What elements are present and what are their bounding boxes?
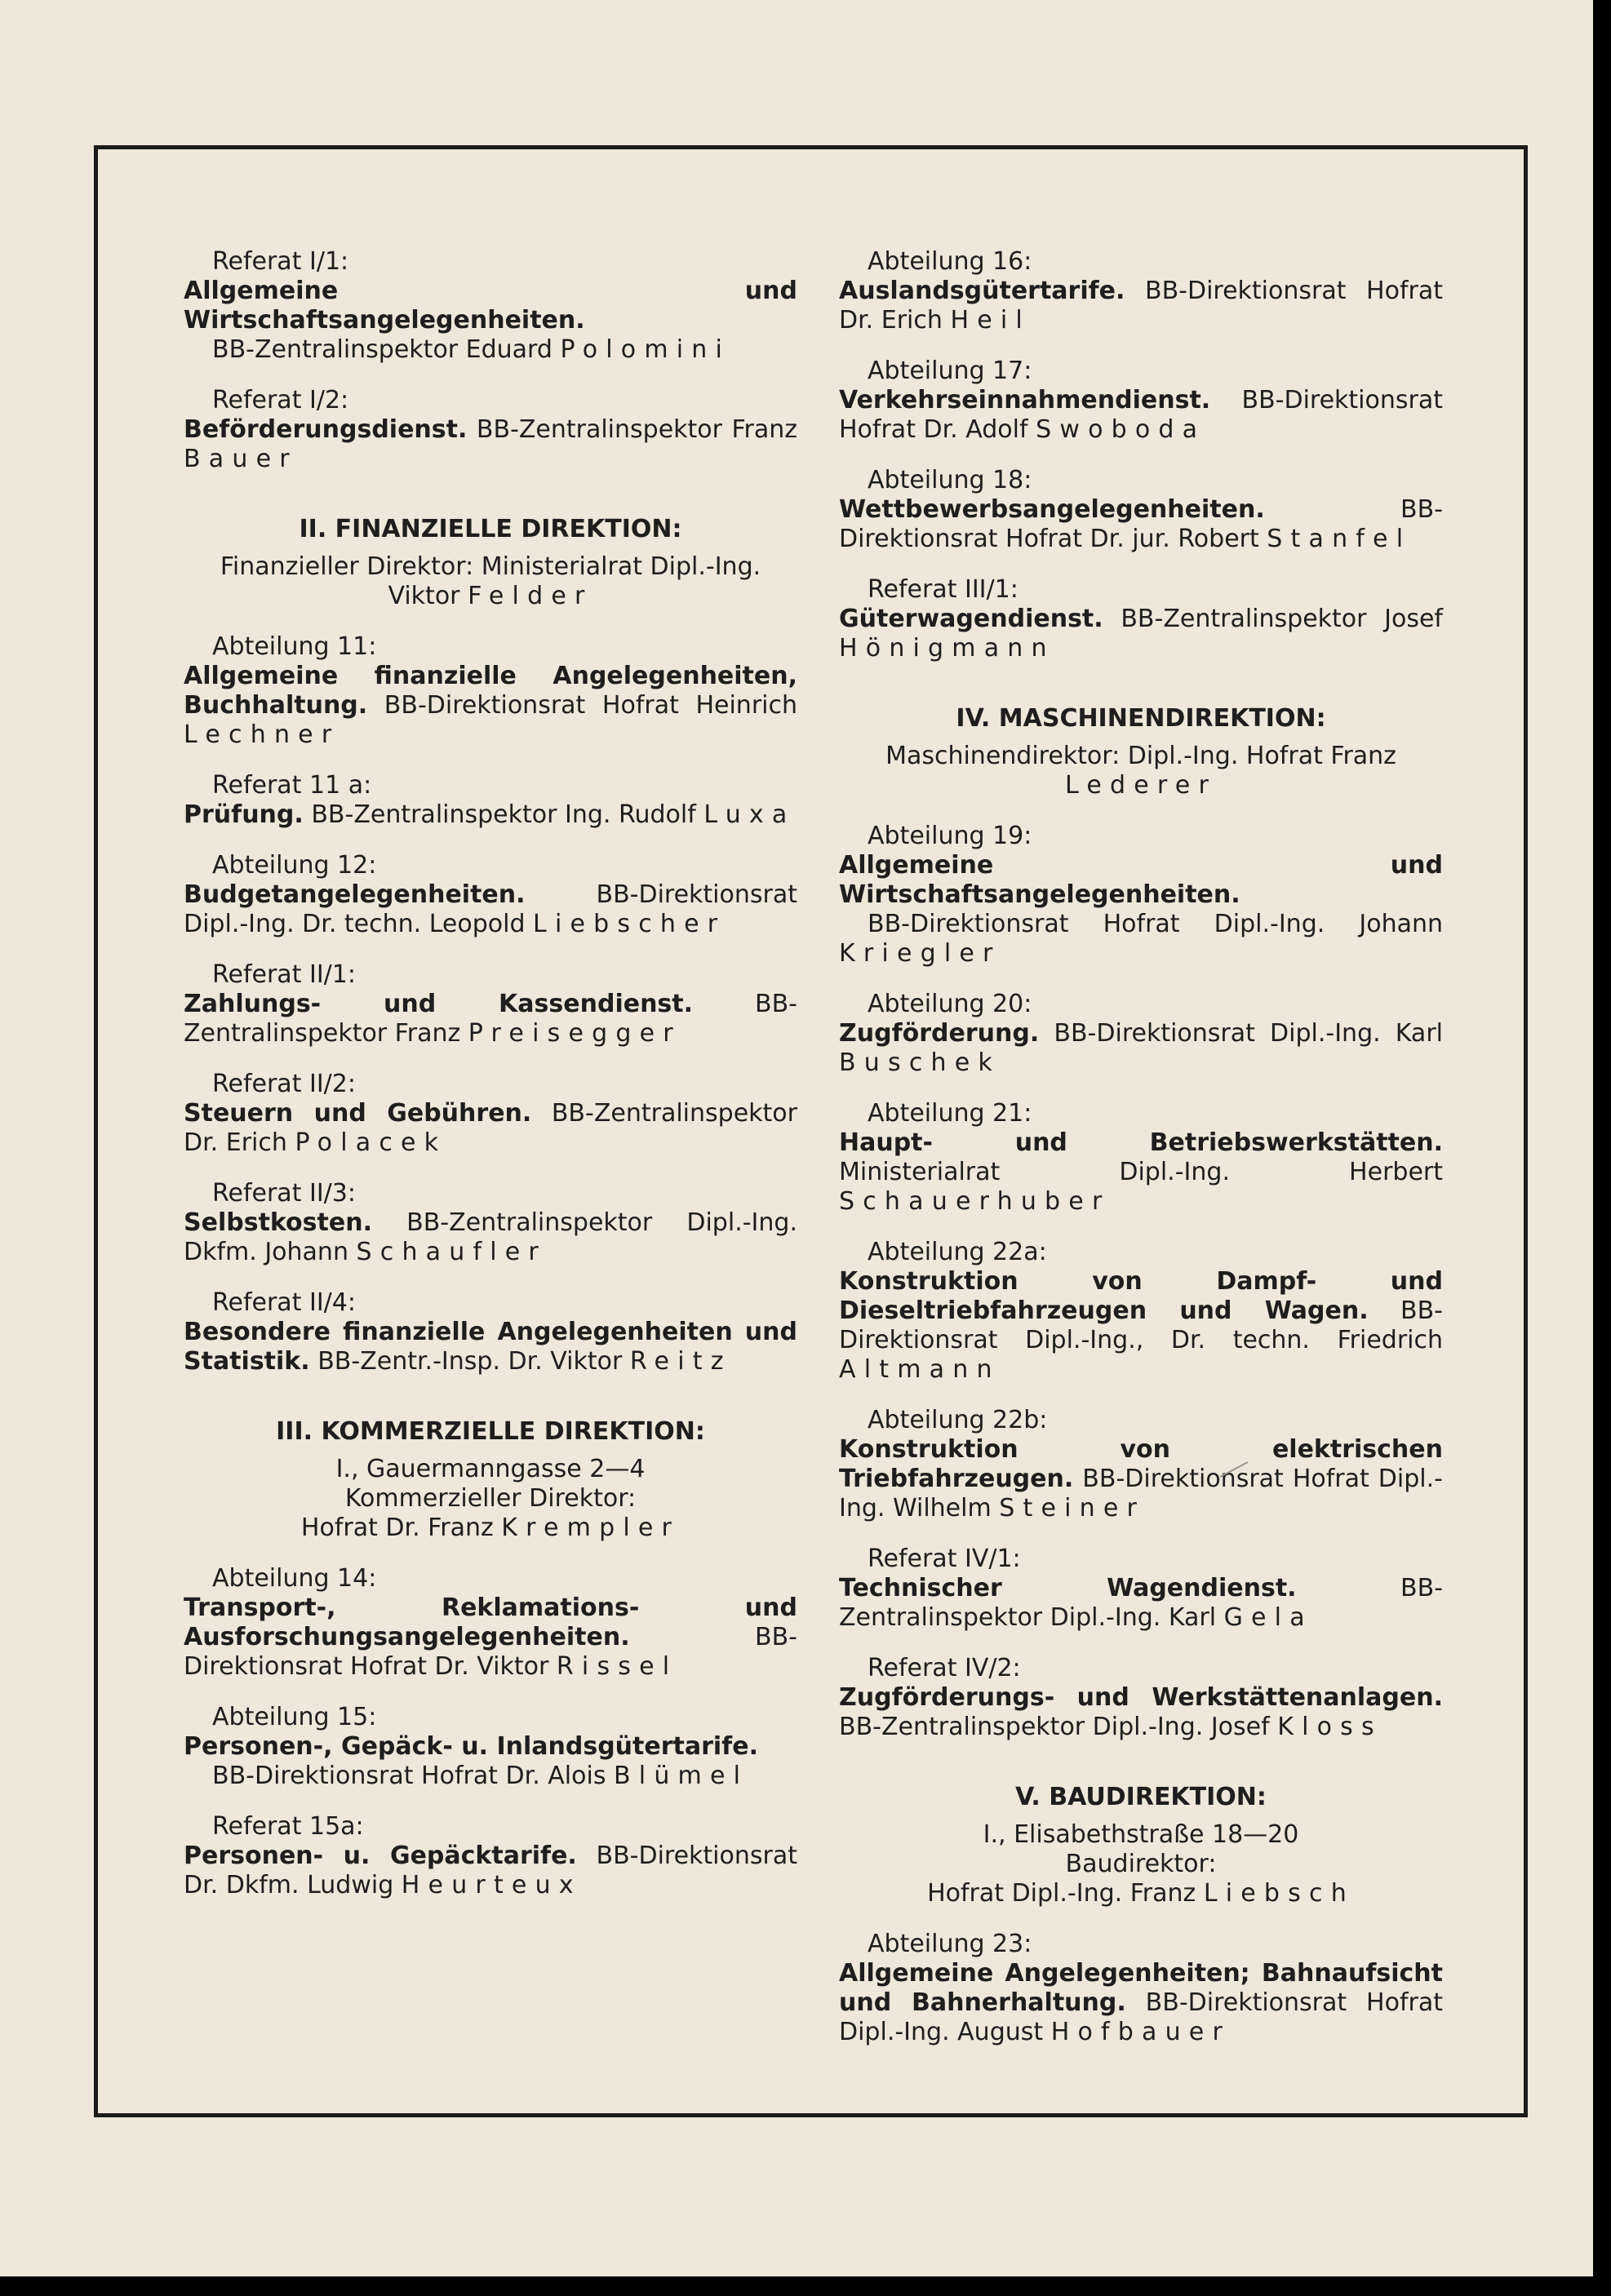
section-director: [839, 742, 1443, 800]
entry-rest: BB-Direktionsrat Dipl.-Ing., Dr. techn. Friedrich: [839, 1296, 1443, 1354]
entry-text: [184, 1842, 797, 1900]
entry-title: Allgemeine Angelegenheiten; Bahnaufsicht und Bahnerhaltung.: [839, 1959, 1443, 2017]
entry-title: Verkehrseinnahmendienst.: [839, 386, 1211, 414]
entry-rest: BB-Direktionsrat Hofrat Heinrich: [384, 691, 797, 720]
entry-rest: BB-Direktionsrat Dr. Dkfm. Ludwig: [184, 1842, 797, 1899]
entry-title: Steuern und Gebühren.: [184, 1099, 532, 1128]
person-name: Krempler: [501, 1514, 681, 1542]
entry-rest: BB-Direktionsrat Hofrat Dipl.-Ing. Johann: [868, 910, 1443, 938]
section-title: III. KOMMERZIELLE DIREKTION:: [276, 1417, 705, 1446]
entry-title: Konstruktion von elektrischen Triebfahrzeugen.: [839, 1435, 1443, 1493]
person-name: Luxa: [703, 800, 796, 829]
entry-text: [184, 880, 797, 939]
person-name: Gela: [1223, 1603, 1313, 1632]
entry-title: Besondere finanzielle Angelegenheiten und Statistik.: [184, 1318, 797, 1376]
director-text: Hofrat Dipl.-Ing. Franz: [927, 1879, 1196, 1908]
entry-rest: BB-Direktionsrat Hofrat Dipl.-Ing. August: [839, 1988, 1443, 2046]
director-text: Hofrat Dr. Franz: [300, 1514, 494, 1542]
entry-rest: BB-Zentralinspektor Dipl.-Ing. Karl: [839, 1574, 1443, 1632]
entry-text: [839, 1019, 1443, 1078]
entry-title: Budgetangelegenheiten.: [184, 880, 526, 909]
entry-rest: BB-Zentralinspektor Dipl.-Ing. Dkfm. Johann: [184, 1208, 797, 1266]
section-director: [184, 1514, 797, 1543]
entry-text: [184, 1208, 797, 1267]
entry-title: Zugförderung.: [839, 1019, 1040, 1048]
person-name: Lederer: [1064, 771, 1217, 800]
entry-title: Personen-, Gepäck- u. Inlandsgütertarife.: [184, 1732, 758, 1761]
entry-heading: Abteilung 16:: [868, 247, 1032, 276]
entry-title: Personen- u. Gepäcktarife.: [184, 1842, 577, 1870]
entry-heading: Referat 11 a:: [212, 771, 372, 800]
entry-text: [839, 1435, 1443, 1523]
person-name: Swoboda: [1036, 415, 1206, 444]
entry-heading: Referat II/1:: [212, 960, 356, 989]
entry-heading: Abteilung 22a:: [868, 1238, 1047, 1266]
entry-text: [184, 662, 797, 750]
entry-rest: BB-Direktionsrat Hofrat Dr. jur. Robert: [839, 495, 1443, 553]
person-name: Liebscher: [533, 910, 726, 938]
entry-title: Allgemeine und Wirtschaftsangelegenheiten.: [839, 851, 1443, 909]
entry-heading: Abteilung 17:: [868, 357, 1032, 385]
section-director-label: Baudirektor:: [1065, 1850, 1217, 1878]
person-name: Schaufler: [356, 1238, 547, 1266]
entry-title: Prüfung.: [184, 800, 304, 829]
entry-text: [184, 800, 797, 830]
person-name: Buschek: [839, 1048, 1001, 1077]
person-name: Felder: [468, 582, 593, 610]
person-name: Polacek: [295, 1128, 447, 1157]
person-name: Kriegler: [839, 939, 1001, 968]
person-name: Altmann: [839, 1355, 1001, 1384]
entry-heading: Abteilung 12:: [212, 851, 377, 880]
section-title: V. BAUDIREKTION:: [1015, 1783, 1267, 1811]
entry-text: [839, 277, 1443, 335]
entry-heading: Abteilung 21:: [868, 1099, 1032, 1128]
entry-rest: Ministerialrat Dipl.-Ing. Herbert: [839, 1158, 1443, 1186]
entry-title: Transport-, Reklamations- und Ausforschungsangelegenheiten.: [184, 1593, 797, 1651]
entry-text: [184, 277, 797, 365]
entry-rest: BB-Zentralinspektor Eduard: [212, 335, 553, 364]
entry-title: Technischer Wagendienst.: [839, 1574, 1297, 1602]
entry-text: [839, 1128, 1443, 1217]
entry-rest: BB-Direktionsrat Hofrat Dipl.-Ing. Wilhelm: [839, 1465, 1443, 1523]
section-title: IV. MASCHINENDIREKTION:: [956, 704, 1326, 733]
entry-rest: BB-Direktionsrat Dipl.-Ing. Dr. techn. Leopold: [184, 880, 797, 938]
entry-heading: Abteilung 11:: [212, 632, 377, 661]
entry-text: [839, 386, 1443, 445]
entry-text: [184, 1593, 797, 1682]
entry-rest: BB-Direktionsrat Hofrat Dr. Adolf: [839, 386, 1443, 444]
entry-title: Beförderungsdienst.: [184, 415, 468, 444]
right-column: [839, 247, 1443, 2047]
entry-rest: BB-Direktionsrat Dipl.-Ing. Karl: [1054, 1019, 1443, 1048]
left-column: [184, 247, 797, 1900]
entry-heading: Referat II/4:: [212, 1288, 356, 1317]
entry-text: [184, 1318, 797, 1376]
person-name: Rissel: [556, 1652, 678, 1681]
entry-heading: Abteilung 15:: [212, 1703, 377, 1731]
person-name: Liebsch: [1203, 1879, 1355, 1908]
entry-rest: BB-Zentralinspektor Franz: [476, 415, 797, 444]
entry-title: Auslandsgütertarife.: [839, 277, 1125, 305]
entry-heading: Referat IV/2:: [868, 1654, 1021, 1682]
entry-heading: Referat II/3:: [212, 1179, 356, 1208]
entry-heading: Abteilung 19:: [868, 822, 1032, 850]
section-director-label: Kommerzieller Direktor:: [344, 1484, 637, 1513]
section-address: I., Gauermanngasse 2—4: [335, 1455, 646, 1483]
person-name: Heil: [950, 306, 1031, 335]
entry-title: Allgemeine und Wirtschaftsangelegenheiten.: [184, 277, 797, 335]
person-name: Hofbauer: [1050, 2018, 1231, 2046]
entry-rest: BB-Zentr.-Insp. Dr. Viktor: [317, 1347, 623, 1376]
person-name: Polomini: [560, 335, 731, 364]
entry-title: Selbstkosten.: [184, 1208, 372, 1237]
section-title: II. FINANZIELLE DIREKTION:: [299, 515, 682, 543]
entry-rest: BB-Zentralinspektor Franz: [184, 990, 797, 1048]
entry-heading: Referat I/2:: [212, 386, 349, 414]
entry-heading: Abteilung 20:: [868, 990, 1032, 1018]
entry-rest: BB-Zentralinspektor Josef: [1121, 605, 1443, 633]
entry-rest: BB-Zentralinspektor Dr. Erich: [184, 1099, 797, 1157]
person-name: Kloss: [1277, 1713, 1382, 1741]
entry-text: [184, 990, 797, 1048]
entry-text: [184, 1099, 797, 1158]
section-director: [184, 552, 797, 611]
person-name: Heurteux: [401, 1871, 582, 1899]
entry-title: Zahlungs- und Kassendienst.: [184, 990, 694, 1018]
entry-heading: Referat I/1:: [212, 247, 349, 276]
entry-title: Allgemeine finanzielle Angelegenheiten, Buchhaltung.: [184, 662, 797, 720]
person-name: Lechner: [184, 720, 340, 749]
person-name: Stanfel: [1267, 525, 1412, 553]
entry-title: Haupt- und Betriebswerkstätten.: [839, 1128, 1443, 1157]
entry-text: [839, 1574, 1443, 1633]
entry-text: [184, 1732, 797, 1791]
entry-heading: Abteilung 22b:: [868, 1406, 1048, 1434]
entry-rest: BB-Zentralinspektor Dipl.-Ing. Josef: [839, 1713, 1270, 1741]
entry-title: Konstruktion von Dampf- und Dieseltriebfahrzeugen und Wagen.: [839, 1267, 1443, 1325]
entry-rest: BB-Direktionsrat Hofrat Dr. Alois: [212, 1762, 606, 1790]
page-frame: [94, 145, 1528, 2117]
entry-text: [839, 1267, 1443, 1385]
entry-heading: Abteilung 14:: [212, 1564, 377, 1593]
entry-text: [839, 1683, 1443, 1742]
entry-rest: BB-Direktionsrat Hofrat Dr. Viktor: [184, 1623, 797, 1681]
section-address: I., Elisabethstraße 18—20: [983, 1820, 1299, 1849]
person-name: Schauerhuber: [839, 1187, 1111, 1216]
entry-title: Zugförderungs- und Werkstättenanlagen.: [839, 1683, 1443, 1712]
entry-text: [839, 605, 1443, 663]
person-name: Steiner: [999, 1494, 1146, 1523]
entry-text: [184, 415, 797, 474]
entry-heading: Referat 15a:: [212, 1812, 364, 1841]
person-name: Blümel: [614, 1762, 749, 1790]
section-director: [839, 1879, 1443, 1908]
director-text: Finanzieller Direktor: Ministerialrat Dipl.-Ing. Viktor: [220, 552, 761, 610]
person-name: Bauer: [184, 445, 298, 473]
entry-text: [839, 495, 1443, 554]
entry-text: [839, 1959, 1443, 2047]
entry-heading: Referat II/2:: [212, 1070, 356, 1098]
entry-heading: Abteilung 23:: [868, 1930, 1032, 1958]
entry-rest: BB-Zentralinspektor Ing. Rudolf: [311, 800, 696, 829]
person-name: Reitz: [629, 1347, 732, 1376]
entry-title: Güterwagendienst.: [839, 605, 1103, 633]
person-name: Preisegger: [468, 1019, 681, 1048]
entry-title: Wettbewerbsangelegenheiten.: [839, 495, 1265, 524]
entry-rest: BB-Direktionsrat Hofrat Dr. Erich: [839, 277, 1443, 335]
entry-text: [839, 851, 1443, 968]
person-name: Hönigmann: [839, 634, 1055, 663]
entry-heading: Referat III/1:: [868, 575, 1019, 604]
director-text: Maschinendirektor: Dipl.-Ing. Hofrat Franz: [885, 742, 1396, 770]
entry-heading: Referat IV/1:: [868, 1545, 1021, 1573]
entry-heading: Abteilung 18:: [868, 466, 1032, 494]
